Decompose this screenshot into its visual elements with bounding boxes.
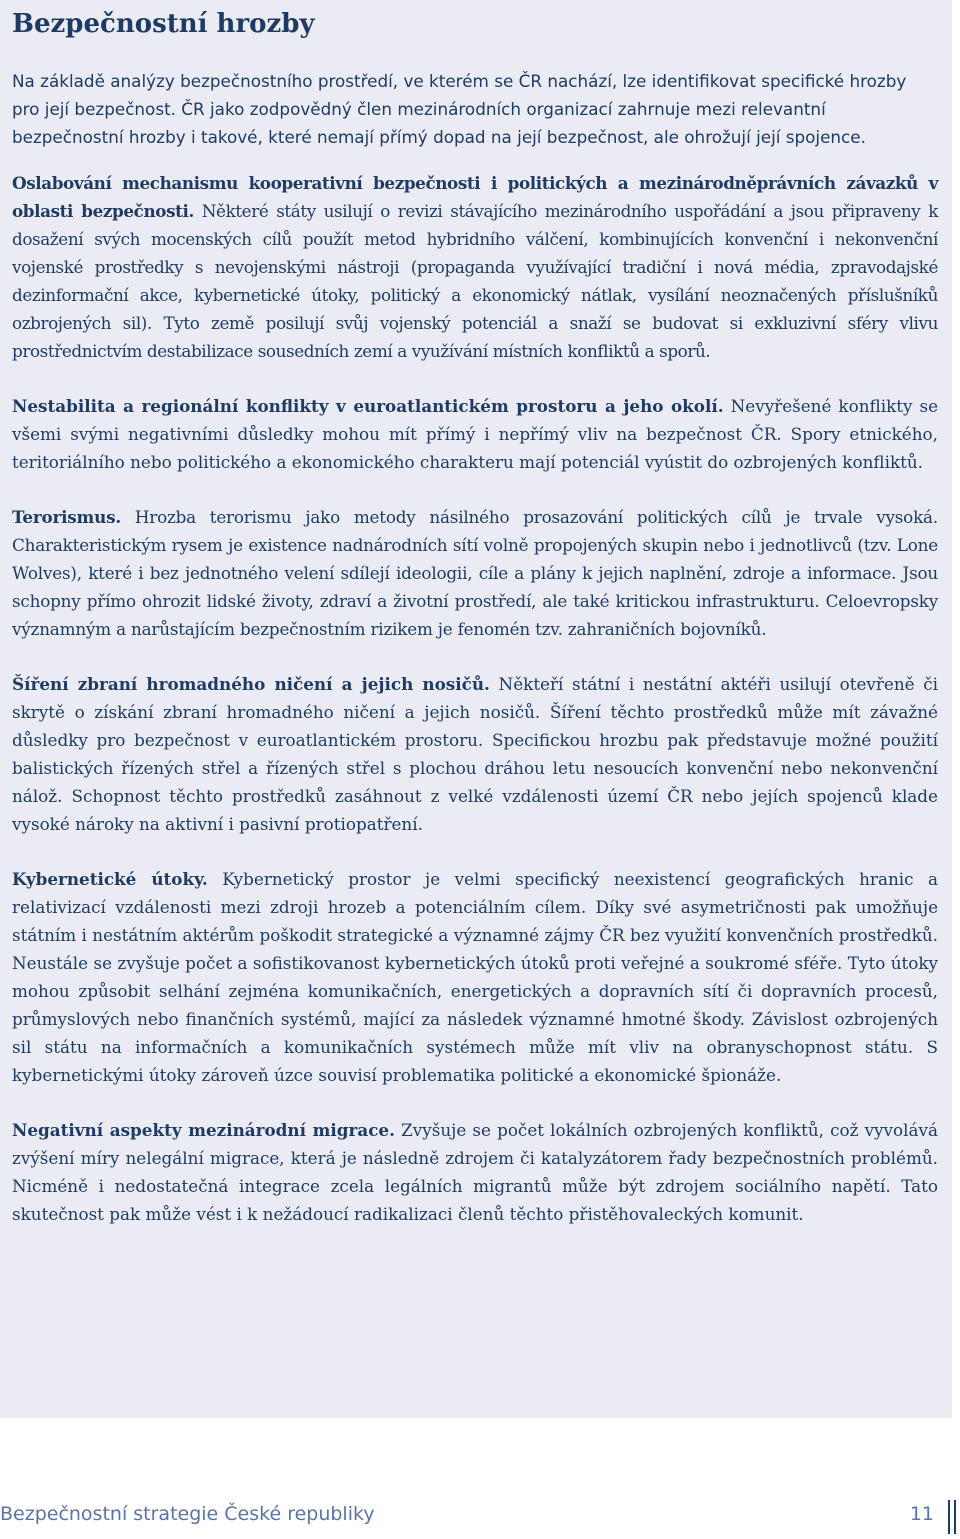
threat-paragraph-wmd bbox=[12, 670, 938, 838]
threat-heading: Nestabilita a regionální konflikty v euroatlantickém prostoru a jeho okolí. bbox=[12, 396, 724, 416]
threat-paragraph-regional-conflicts bbox=[12, 392, 938, 476]
threat-body: Kybernetický prostor je velmi specifický neexistencí geografických hranic a relativizací vzdálenosti mezi zdroji hrozeb a potenciálním cílem. Díky své asymetričnosti pak umožňuje státním i nestátním aktérům poškodit strategické a významné zájmy ČR bez využití konvenčních prostředků. Neustále se zvyšuje počet a sofistikovanost kybernetických útoků proti veřejné a soukromé sféře. Tyto útoky mohou způsobit selhání zejména komunikačních, energetických a dopravních sítí či dopravních procesů, průmyslových nebo finančních systémů, mající za následek významné hmotné škody. Závislost ozbrojených sil státu na informačních a komunikačních systémech může mít vliv na obranyschopnost státu. S kybernetickými útoky zároveň úzce souvisí problematika politické a ekonomické špionáže. bbox=[12, 869, 938, 1085]
threat-body: Zvyšuje se počet lokálních ozbrojených konfliktů, což vyvolává zvýšení míry nelegální migrace, která je následně zdrojem či katalyzátorem řady bezpečnostních problémů. Nicméně i nedostatečná integrace zcela legálních migrantů může být zdrojem sociálního napětí. Tato skutečnost pak může vést i k nežádoucí radikalizaci členů těchto přistěhovaleckých komunit. bbox=[12, 1120, 938, 1224]
threat-paragraph-cyber bbox=[12, 865, 938, 1089]
threat-paragraph-cooperative-security bbox=[12, 169, 938, 365]
threat-body: Některé státy usilují o revizi stávajícího mezinárodního uspořádání a jsou připraveny k dosažení svých mocenských cílů použít metod hybridního válčení, kombinujících konvenční i nekonvenční vojenské prostředky s nevojenskými nástroji (propaganda využívající tradiční i nová média, zpravodajské dezinformační akce, kybernetické útoky, politický a ekonomický nátlak, vysílání neoznačených příslušníků ozbrojených sil). Tyto země posilují svůj vojenský potenciál a snaží se budovat si exkluzivní sféry vlivu prostřednictvím destabilizace sousedních zemí a využívání místních konfliktů a sporů. bbox=[12, 201, 938, 361]
footer-divider-bar bbox=[954, 1500, 956, 1534]
threat-heading: Terorismus. bbox=[12, 507, 121, 527]
threat-body: Někteří státní i nestátní aktéři usilují otevřeně či skrytě o získání zbraní hromadného ničení a jejich nosičů. Šíření těchto prostředků může mít závažné důsledky pro bezpečnost v euroatlantickém prostoru. Specifickou hrozbu pak představuje možné použití balistických řízených střel a řízených střel s plochou dráhou letu nesoucích konvenční nebo nekonvenční nálož. Schopnost těchto prostředků zasáhnout z velké vzdálenosti území ČR nebo jejích spojenců klade vysoké nároky na aktivní i pasivní protiopatření. bbox=[12, 674, 938, 834]
intro-paragraph: Na základě analýzy bezpečnostního prostředí, ve kterém se ČR nachází, lze identifikovat specifické hrozby pro její bezpečnost. ČR jako zodpovědný člen mezinárodních organizací zahrnuje mezi relevantní bezpečnostní hrozby i takové, které nemají přímý dopad na její bezpečnost, ale ohrožují její spojence. bbox=[12, 71, 907, 147]
section-title: Bezpečnostní hrozby bbox=[12, 9, 315, 39]
threat-heading: Kybernetické útoky. bbox=[12, 869, 208, 889]
page-footer bbox=[0, 1496, 960, 1536]
threat-paragraph-migration bbox=[12, 1116, 938, 1228]
threat-heading: Šíření zbraní hromadného ničení a jejich nosičů. bbox=[12, 674, 490, 694]
threat-body: Nevyřešené konflikty se všemi svými negativními důsledky mohou mít přímý i nepřímý vliv na bezpečnost ČR. Spory etnického, teritoriálního nebo politického a ekonomického charakteru mají potenciál vyústit do ozbrojených konfliktů. bbox=[12, 396, 939, 472]
threat-body: Hrozba terorismu jako metody násilného prosazování politických cílů je trvale vysoká. Charakteristickým rysem je existence nadnárodních sítí volně propojených skupin nebo i jednotlivců (tzv. Lone Wolves), které i bez jednotného velení sdílejí ideologii, cíle a plány k jejich naplnění, zdroje a informace. Jsou schopny přímo ohrozit lidské životy, zdraví a životní prostředí, ale také kritickou infrastrukturu. Celoevropsky významným a narůstajícím bezpečnostním rizikem je fenomén tzv. zahraničních bojovníků. bbox=[12, 507, 938, 639]
threat-paragraph-terrorism bbox=[12, 503, 938, 643]
footer-document-title: Bezpečnostní strategie České republiky bbox=[0, 1503, 375, 1525]
footer-divider-bar bbox=[948, 1500, 950, 1534]
threat-heading: Negativní aspekty mezinárodní migrace. bbox=[12, 1120, 395, 1140]
page-number: 11 bbox=[909, 1503, 934, 1525]
threat-heading: Oslabování mechanismu kooperativní bezpečnosti i politických a mezinárodněprávních závazků v oblasti bezpečnosti. bbox=[12, 173, 938, 221]
